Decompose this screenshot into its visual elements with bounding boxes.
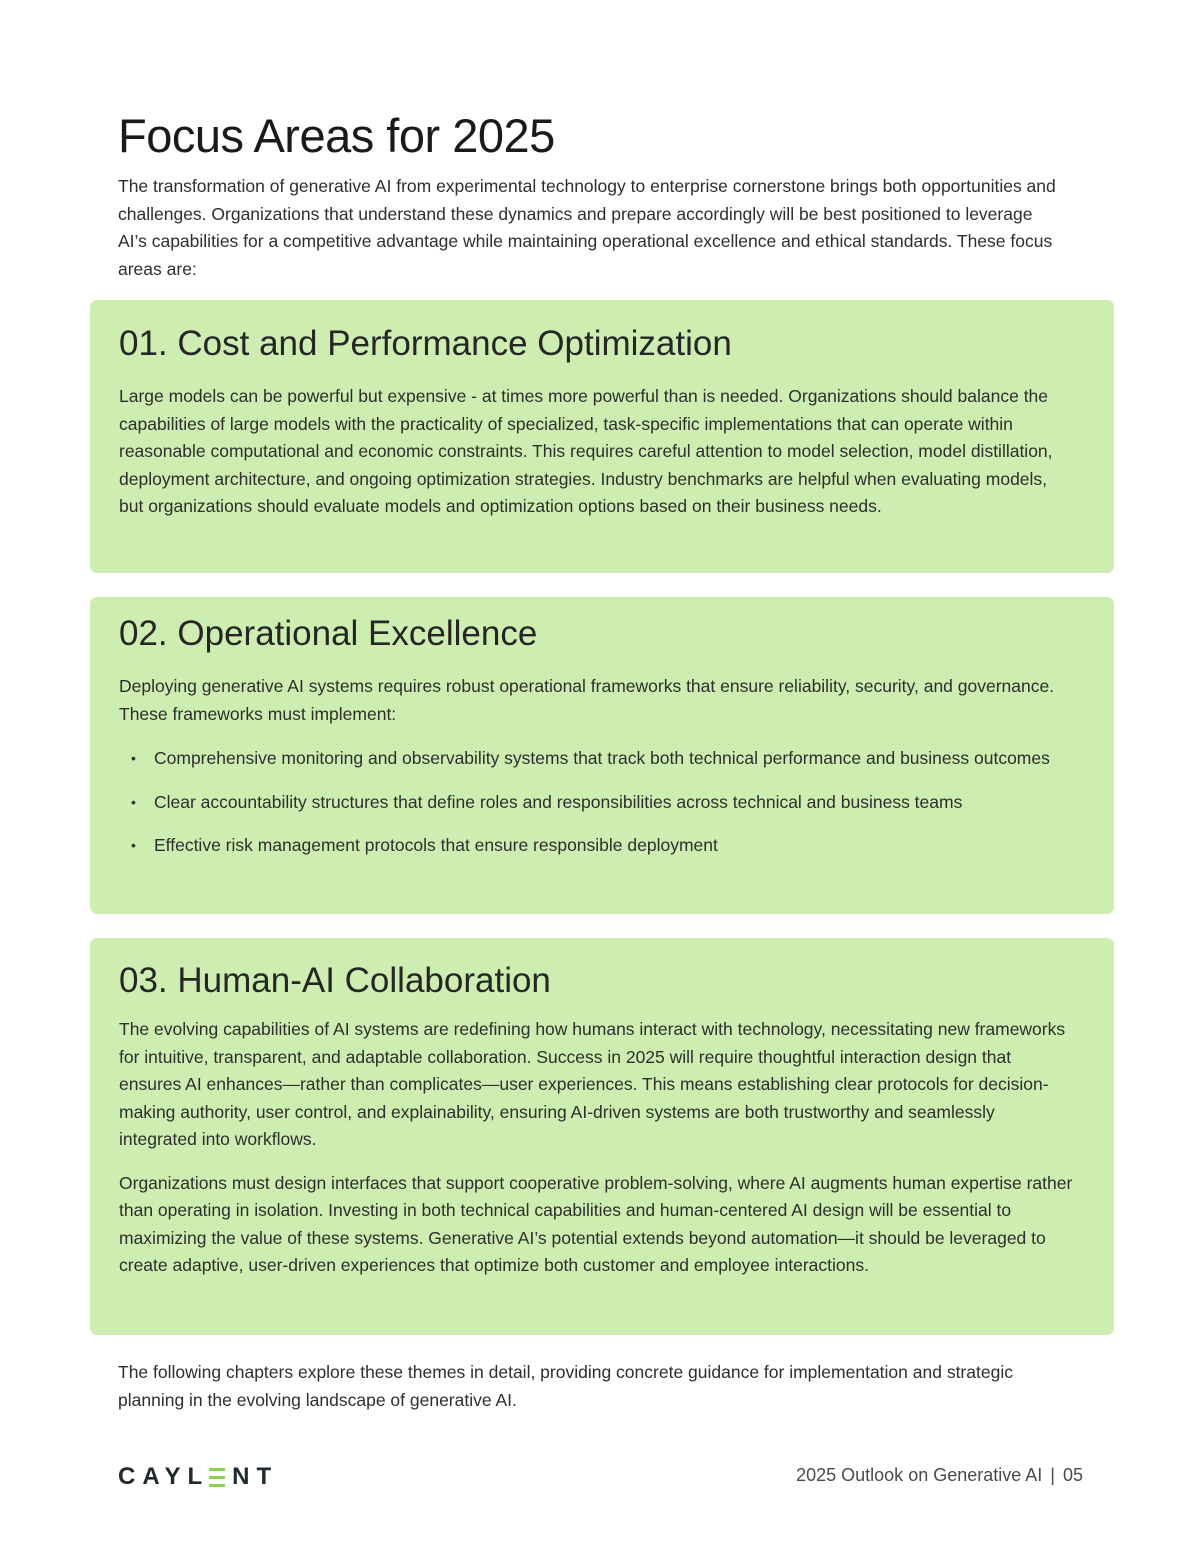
section-paragraph: Organizations must design interfaces that support cooperative problem-solving, where AI augments human expertise rather than operating in isolation. Investing in both technical capabilities and human-centered AI design will be essential to maximizing the value of these systems. Generative AI’s potential extends beyond automation—it should be leveraged to create adaptive, user-driven experiences that optimize both customer and employee interactions. — [119, 1172, 1073, 1275]
footer-info — [796, 1465, 1083, 1486]
closing-paragraph: The following chapters explore these themes in detail, providing concrete guidance for implementation and strategic planning in the evolving landscape of generative AI. — [118, 1362, 1013, 1410]
list-item — [119, 789, 1076, 817]
bullet-icon: • — [131, 793, 136, 810]
caylent-logo — [118, 1463, 278, 1491]
list-item-text: Comprehensive monitoring and observability systems that track both technical performance and business outcomes — [154, 748, 1050, 768]
bullet-list — [119, 745, 1076, 860]
logo-text-start: CAYL — [118, 1463, 210, 1490]
logo-e-icon — [209, 1468, 225, 1487]
section-heading: 01. Cost and Performance Optimization — [119, 324, 732, 363]
list-item-text: Clear accountability structures that define roles and responsibilities across technical and business teams — [154, 791, 963, 812]
section-paragraph: The evolving capabilities of AI systems are redefining how humans interact with technology, necessitating new frameworks for intuitive, transparent, and adaptable collaboration. Success in 2025 will require thoughtful interaction design that ensures AI enhances—rather than complicates—user experiences. This means establishing clear protocols for decision-making authority, user control, and explainability, ensuring AI-driven systems are both trustworthy and seamlessly integrated into workflows. — [119, 1019, 1066, 1149]
list-item — [119, 745, 1076, 773]
bullet-icon: • — [131, 837, 136, 853]
section-paragraph: Large models can be powerful but expensive - at times more powerful than is needed. Organizations should balance the capabilities of large models with the practicality of specialized, task-specific implementations that can operate within reasonable computational and economic constraints. This requires careful attention to model selection, model distillation, deployment architecture, and ongoing optimization strategies. Industry benchmarks are helpful when evaluating models, but organizations should evaluate models and optimization options based on their business needs. — [119, 386, 1053, 516]
page-number: 05 — [1062, 1465, 1083, 1485]
focus-area-card-cost-performance — [90, 300, 1114, 573]
logo-text-end: NT — [232, 1463, 279, 1490]
list-item — [119, 832, 1076, 860]
section-paragraph: Deploying generative AI systems requires robust operational frameworks that ensure reliability, security, and governance. These frameworks must implement: — [119, 676, 1055, 724]
section-heading: 02. Operational Excellence — [119, 614, 538, 653]
bullet-icon: • — [131, 750, 136, 766]
focus-area-card-operational-excellence — [90, 597, 1114, 914]
document-title: 2025 Outlook on Generative AI — [796, 1465, 1043, 1485]
focus-area-card-human-ai-collaboration — [90, 938, 1114, 1335]
list-item-text: Effective risk management protocols that ensure responsible deployment — [154, 835, 718, 855]
page-title: Focus Areas for 2025 — [118, 109, 555, 162]
footer-separator: | — [1050, 1465, 1055, 1485]
section-heading: 03. Human-AI Collaboration — [119, 961, 551, 1000]
intro-paragraph: The transformation of generative AI from experimental technology to enterprise cornerstone brings both opportunities and challenges. Organizations that understand these dynamics and prepare accordingly will be best positioned to leverage AI’s capabilities for a competitive advantage while maintaining operational excellence and ethical standards. These focus areas are: — [118, 176, 1056, 279]
